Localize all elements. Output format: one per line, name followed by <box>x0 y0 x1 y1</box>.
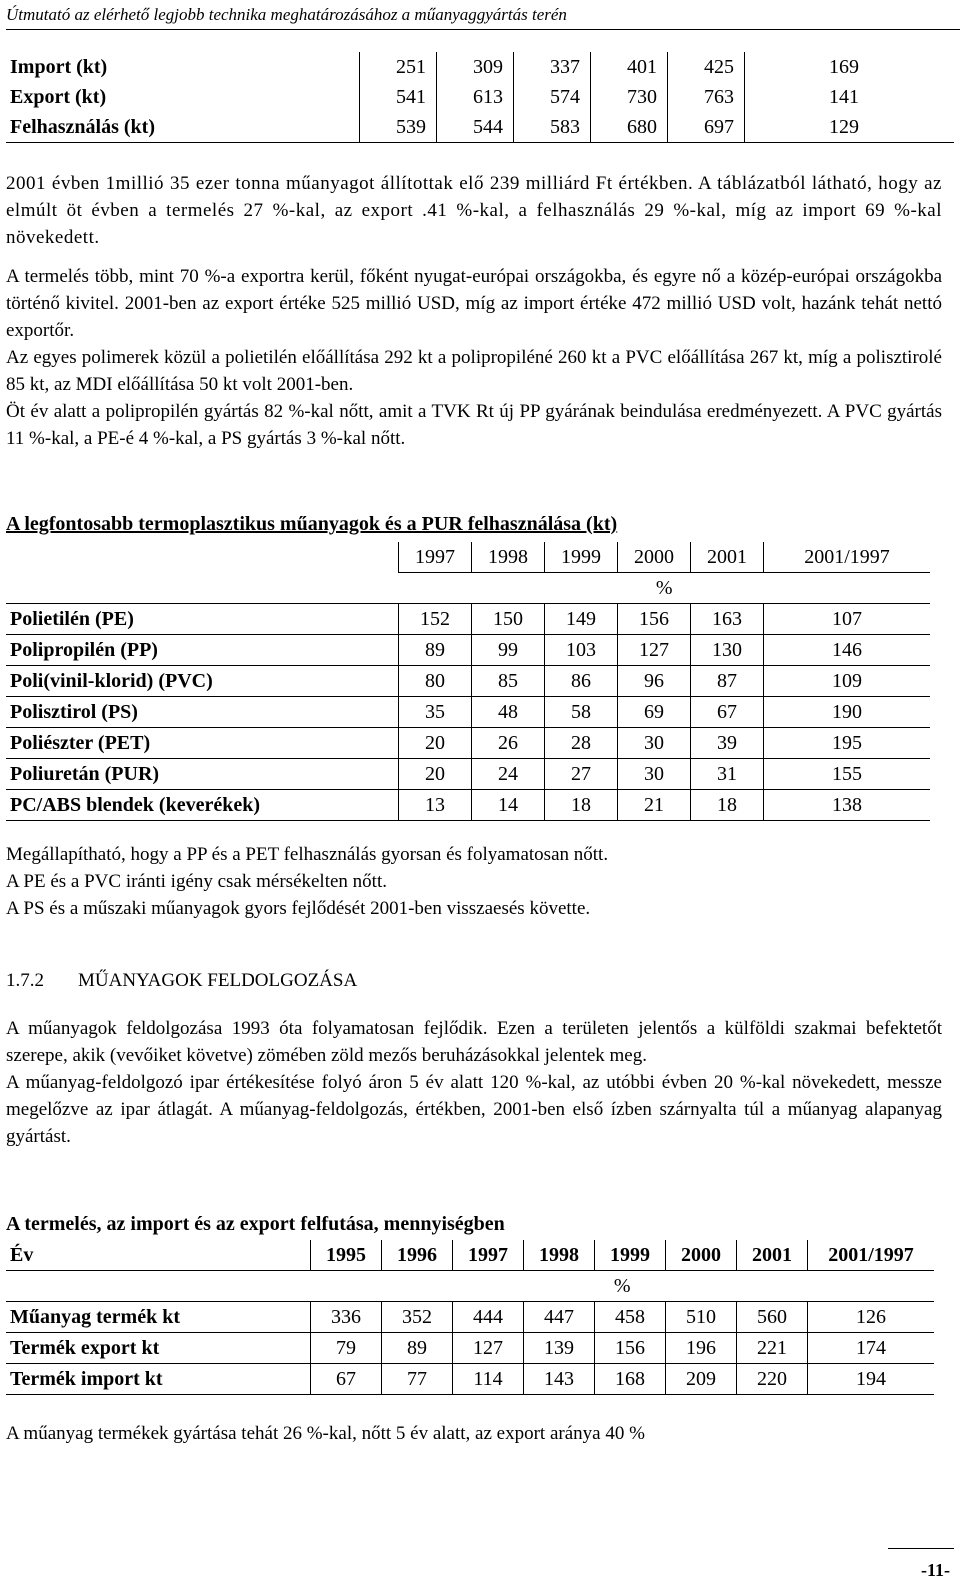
section-title: MŰANYAGOK FELDOLGOZÁSA <box>78 970 358 991</box>
paragraph: A PS és a műszaki műanyagok gyors fejlődését 2001-ben visszaesés követte. <box>6 898 591 919</box>
table-row <box>6 1364 934 1395</box>
table-cell: 114 <box>453 1364 524 1395</box>
corner-cell <box>6 573 399 604</box>
table-row <box>6 604 930 635</box>
paragraph: A termelés több, mint 70 %-a exportra kerül, főként nyugat-európai országokba, és egyre nő a közép-európai országokba történő kivitel. 2001-ben az export értéke 525 millió USD, míg az import értéke 472 millió USD volt, hazánk tehát nettó exportőr. <box>6 266 942 341</box>
row-label: Termék export kt <box>6 1333 311 1364</box>
table-cell: 190 <box>764 697 931 728</box>
table-row <box>6 1333 934 1364</box>
table-cell: 539 <box>360 112 437 143</box>
row-label: PC/ABS blendek (keverékek) <box>6 790 399 821</box>
row-label: Import (kt) <box>10 55 108 78</box>
table-row <box>6 82 954 112</box>
table-cell: 107 <box>764 604 931 635</box>
table-cell: 221 <box>737 1333 808 1364</box>
column-header: 1998 <box>524 1240 595 1271</box>
table-cell: 126 <box>808 1302 935 1333</box>
column-header: 2001/1997 <box>764 542 931 573</box>
table-cell: 18 <box>545 790 618 821</box>
page-header: Útmutató az elérhető legjobb technika meghatározásához a műanyaggyártás terén <box>6 5 567 24</box>
paragraph: Öt év alatt a polipropilén gyártás 82 %-kal nőtt, amit a TVK Rt új PP gyárának beindulása eredményezett. A PVC gyártás 11 %-kal, a PE-é 4 %-kal, a PS gyártás 3 %-kal nőtt. <box>6 401 942 449</box>
table-cell: 309 <box>437 52 514 82</box>
table-cell: 730 <box>591 82 668 112</box>
row-label: Polipropilén (PP) <box>6 635 399 666</box>
table-cell: 20 <box>399 759 472 790</box>
paragraph: A műanyag termékek gyártása tehát 26 %-kal, nőtt 5 év alatt, az export aránya 40 % <box>6 1423 645 1444</box>
column-header: 2001 <box>691 542 764 573</box>
table-row <box>6 697 930 728</box>
column-header: 1997 <box>453 1240 524 1271</box>
paragraphs-block-1 <box>6 170 942 452</box>
production-table <box>6 1240 934 1395</box>
table-cell: 130 <box>691 635 764 666</box>
row-label: Polietilén (PE) <box>6 604 399 635</box>
row-label: Poliuretán (PUR) <box>6 759 399 790</box>
column-header: 1995 <box>311 1240 382 1271</box>
table-cell: 18 <box>691 790 764 821</box>
table-cell: 67 <box>691 697 764 728</box>
table-row <box>6 52 954 82</box>
table-cell: 79 <box>311 1333 382 1364</box>
table-cell: 337 <box>514 52 591 82</box>
table-cell: 195 <box>764 728 931 759</box>
table-cell: 150 <box>472 604 545 635</box>
table-cell: 30 <box>618 759 691 790</box>
unit-row <box>6 1271 934 1302</box>
table-cell: 560 <box>737 1302 808 1333</box>
thermoplastics-table <box>6 542 930 821</box>
year-label: Év <box>6 1240 311 1271</box>
row-label: Polisztirol (PS) <box>6 697 399 728</box>
table-cell: 27 <box>545 759 618 790</box>
table3-title: A termelés, az import és az export felfutása, mennyiségben <box>6 1213 505 1235</box>
table-row <box>6 790 930 821</box>
header-divider <box>6 29 960 30</box>
corner-cell <box>6 1271 311 1302</box>
column-header: 1998 <box>472 542 545 573</box>
table-cell: 20 <box>399 728 472 759</box>
table-cell: 146 <box>764 635 931 666</box>
table-cell: 96 <box>618 666 691 697</box>
table-cell: 89 <box>382 1333 453 1364</box>
paragraph: A műanyag-feldolgozó ipar értékesítése folyó áron 5 év alatt 120 %-kal, az utóbbi évben 20 %-kal növekedett, messze megelőzve az ipar átlagát. A műanyag-feldolgozás, értékben, 2001-ben első ízben szárnyalta túl a műanyag alapanyag gyártást. <box>6 1072 942 1147</box>
paragraph: Az egyes polimerek közül a polietilén előállítása 292 kt a polipropiléné 260 kt a PVC előállítása 267 kt, míg a polisztirolé 85 kt, az MDI előállítása 50 kt volt 2001-ben. <box>6 347 942 395</box>
table-cell: 26 <box>472 728 545 759</box>
percent-label: % <box>311 1271 935 1302</box>
table-cell: 401 <box>591 52 668 82</box>
table-cell: 168 <box>595 1364 666 1395</box>
header-row <box>6 542 930 573</box>
table-cell: 86 <box>545 666 618 697</box>
table-cell: 444 <box>453 1302 524 1333</box>
table-cell: 30 <box>618 728 691 759</box>
table-cell: 31 <box>691 759 764 790</box>
row-label: Export (kt) <box>10 85 107 108</box>
footer-divider <box>888 1548 954 1549</box>
table-cell: 35 <box>399 697 472 728</box>
table-cell: 220 <box>737 1364 808 1395</box>
header-row <box>6 1240 934 1271</box>
section-number: 1.7.2 <box>6 970 44 991</box>
paragraph: A PE és a PVC iránti igény csak mérsékelten nőtt. <box>6 871 387 892</box>
table-cell: 163 <box>691 604 764 635</box>
paragraph: A műanyagok feldolgozása 1993 óta folyamatosan fejlődik. Ezen a területen jelentős a külföldi szakmai befektetőt szerepe, akik (vevőiket követve) zömében zöld mezős beruházásokkal jelentek meg. <box>6 1018 942 1066</box>
row-label: Poli(vinil-klorid) (PVC) <box>6 666 399 697</box>
table-cell: 763 <box>668 82 745 112</box>
table-cell: 39 <box>691 728 764 759</box>
column-header: 2000 <box>618 542 691 573</box>
table-cell: 127 <box>618 635 691 666</box>
table-cell: 194 <box>808 1364 935 1395</box>
table-cell: 510 <box>666 1302 737 1333</box>
column-header: 1997 <box>399 542 472 573</box>
paragraphs-block-2 <box>6 841 942 922</box>
table-cell: 155 <box>764 759 931 790</box>
paragraphs-block-3 <box>6 1015 942 1150</box>
table-cell: 458 <box>595 1302 666 1333</box>
table-cell: 209 <box>666 1364 737 1395</box>
table-row <box>6 728 930 759</box>
table-cell: 109 <box>764 666 931 697</box>
table-cell: 67 <box>311 1364 382 1395</box>
table-cell: 352 <box>382 1302 453 1333</box>
table-row <box>6 759 930 790</box>
row-label: Műanyag termék kt <box>6 1302 311 1333</box>
table-cell: 583 <box>514 112 591 143</box>
table-cell: 48 <box>472 697 545 728</box>
table-cell: 87 <box>691 666 764 697</box>
page-number: -11- <box>921 1560 950 1580</box>
column-header: 1999 <box>545 542 618 573</box>
table-row <box>6 112 954 143</box>
table-cell: 174 <box>808 1333 935 1364</box>
table-cell: 14 <box>472 790 545 821</box>
row-label: Poliészter (PET) <box>6 728 399 759</box>
paragraph: 2001 évben 1millió 35 ezer tonna műanyagot állítottak elő 239 milliárd Ft értékben. A táblázatból látható, hogy az elmúlt öt évben a termelés 27 %-kal, az export .41 %-kal, a felhasználás 29 %-kal, míg az import 69 %-kal növekedett. <box>6 173 942 248</box>
table-cell: 541 <box>360 82 437 112</box>
table-cell: 680 <box>591 112 668 143</box>
table-cell: 196 <box>666 1333 737 1364</box>
table-cell: 139 <box>524 1333 595 1364</box>
table-row <box>6 666 930 697</box>
table-cell: 156 <box>618 604 691 635</box>
table-cell: 697 <box>668 112 745 143</box>
table-row <box>6 635 930 666</box>
table-cell: 21 <box>618 790 691 821</box>
corner-cell <box>6 542 399 573</box>
row-label: Termék import kt <box>6 1364 311 1395</box>
closing-paragraph <box>6 1420 942 1447</box>
table-cell: 447 <box>524 1302 595 1333</box>
table-cell: 613 <box>437 82 514 112</box>
trade-summary-table <box>6 52 954 143</box>
table-cell: 58 <box>545 697 618 728</box>
table-cell: 141 <box>745 82 955 112</box>
table-cell: 69 <box>618 697 691 728</box>
table-cell: 336 <box>311 1302 382 1333</box>
column-header: 1996 <box>382 1240 453 1271</box>
unit-row <box>6 573 930 604</box>
table-cell: 99 <box>472 635 545 666</box>
column-header: 2000 <box>666 1240 737 1271</box>
table-cell: 129 <box>745 112 955 143</box>
table-cell: 28 <box>545 728 618 759</box>
column-header: 2001/1997 <box>808 1240 935 1271</box>
table-cell: 143 <box>524 1364 595 1395</box>
table-cell: 138 <box>764 790 931 821</box>
table-cell: 85 <box>472 666 545 697</box>
table-cell: 127 <box>453 1333 524 1364</box>
table-cell: 544 <box>437 112 514 143</box>
column-header: 2001 <box>737 1240 808 1271</box>
table-cell: 169 <box>745 52 955 82</box>
row-label: Felhasználás (kt) <box>6 112 360 143</box>
paragraph: Megállapítható, hogy a PP és a PET felhasználás gyorsan és folyamatosan nőtt. <box>6 844 609 865</box>
table2-title: A legfontosabb termoplasztikus műanyagok és a PUR felhasználása (kt) <box>6 513 618 535</box>
column-header: 1999 <box>595 1240 666 1271</box>
section-heading <box>6 970 357 992</box>
table-cell: 152 <box>399 604 472 635</box>
table-cell: 149 <box>545 604 618 635</box>
table-cell: 77 <box>382 1364 453 1395</box>
table-cell: 156 <box>595 1333 666 1364</box>
percent-label: % <box>399 573 931 604</box>
table-cell: 574 <box>514 82 591 112</box>
table-cell: 103 <box>545 635 618 666</box>
table-cell: 425 <box>668 52 745 82</box>
table-cell: 24 <box>472 759 545 790</box>
table-cell: 251 <box>360 52 437 82</box>
table-cell: 89 <box>399 635 472 666</box>
table-cell: 80 <box>399 666 472 697</box>
table-row <box>6 1302 934 1333</box>
table-cell: 13 <box>399 790 472 821</box>
